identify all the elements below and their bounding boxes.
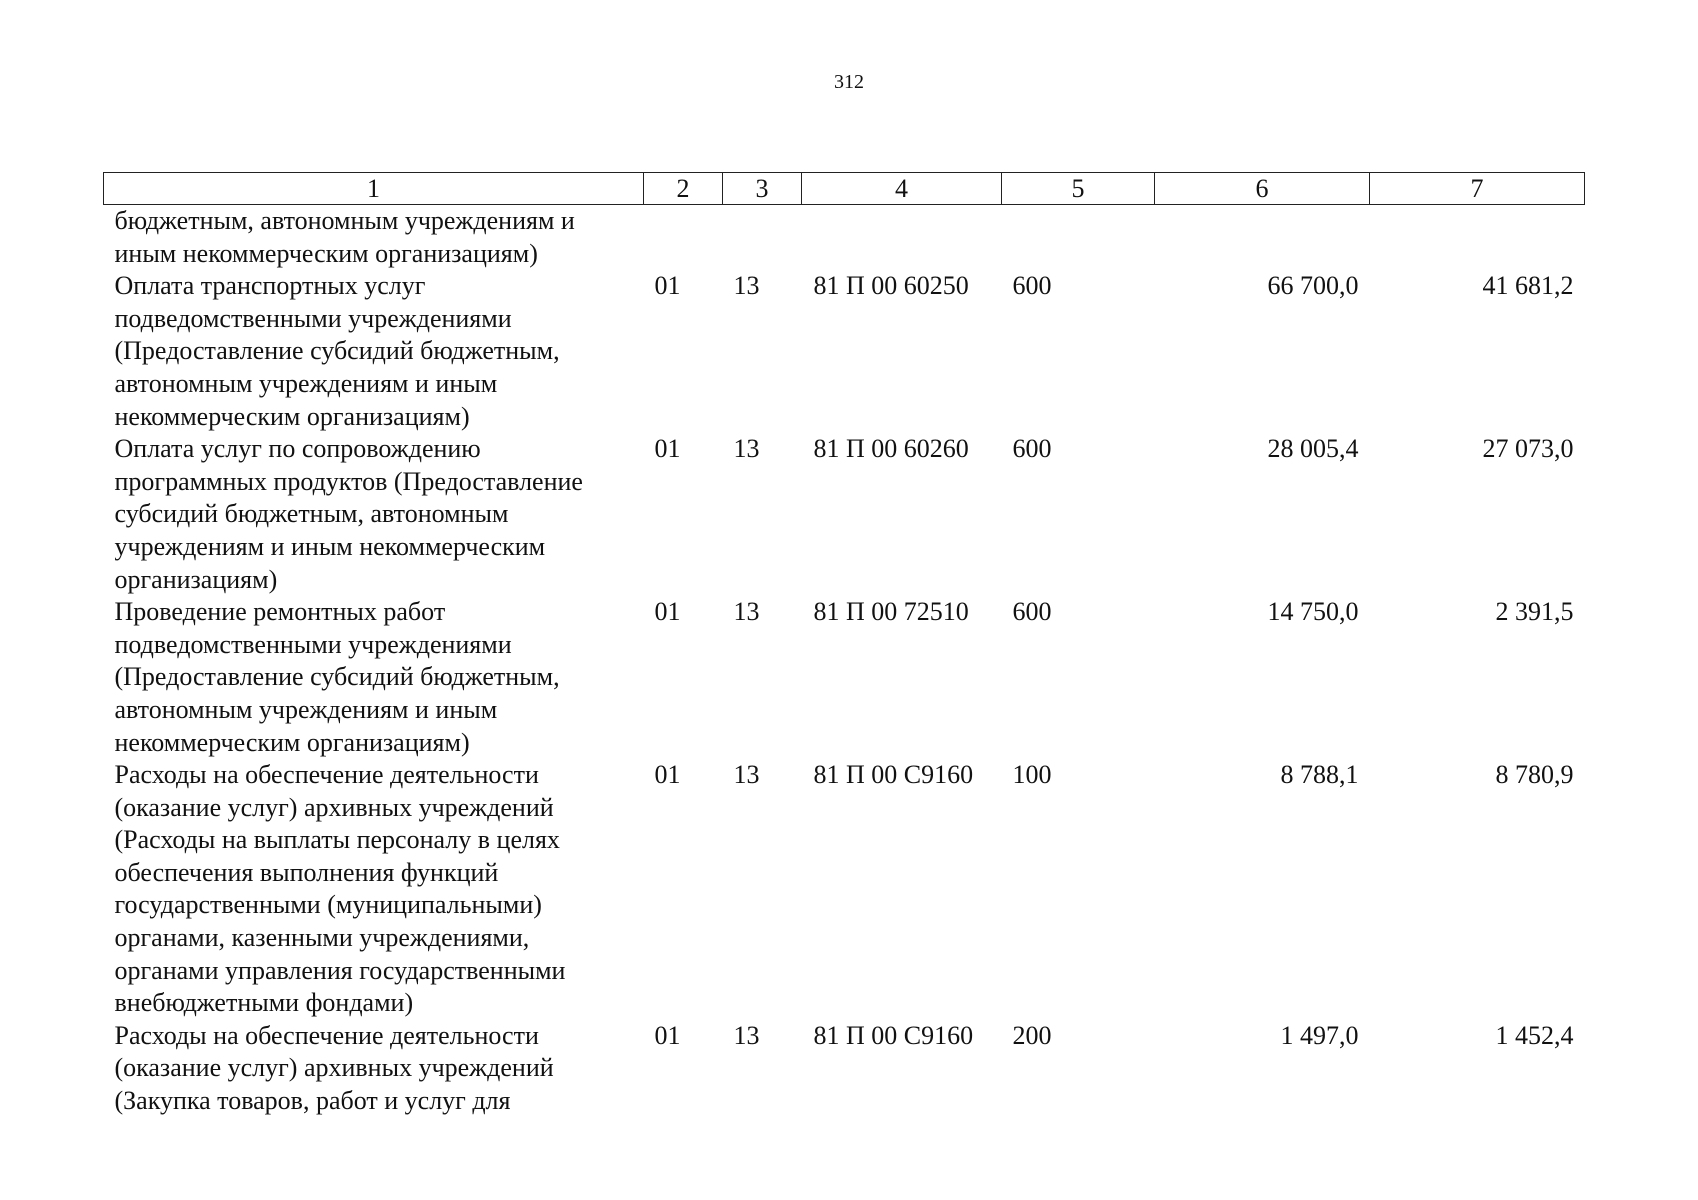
name-line: (оказание услуг) архивных учреждений <box>114 792 554 822</box>
name-line: государственными (муниципальными) <box>114 890 542 920</box>
name-line: программных продуктов (Предоставление <box>114 466 583 496</box>
row-amount-plan: 1 497,0 <box>1280 1020 1359 1050</box>
name-line: (оказание услуг) архивных учреждений <box>114 1053 554 1083</box>
row-name <box>104 1020 644 1118</box>
page-number: 312 <box>834 71 864 93</box>
name-line: Расходы на обеспечение деятельности <box>114 1020 539 1050</box>
row-target-code: 81 П 00 72510 <box>813 597 969 627</box>
header-col-6: 6 <box>1155 173 1370 205</box>
name-line: Расходы на обеспечение деятельности <box>114 760 539 790</box>
name-line: организациям) <box>114 564 278 594</box>
name-line: учреждениям и иным некоммерческим <box>114 531 546 561</box>
name-line: (Предоставление субсидий бюджетным, <box>114 336 560 366</box>
row-subsection: 13 <box>733 597 760 627</box>
name-line: подведомственными учреждениями <box>114 303 512 333</box>
row-section: 01 <box>654 597 681 627</box>
row-target-code: 81 П 00 60260 <box>813 434 969 464</box>
name-line: органами, казенными учреждениями, <box>114 923 530 953</box>
name-line: автономным учреждениям и иным <box>114 694 498 724</box>
table-row <box>104 270 1585 433</box>
name-line: подведомственными учреждениями <box>114 629 512 659</box>
row-target-code: 81 П 00 С9160 <box>813 760 974 790</box>
table-row <box>104 596 1585 759</box>
name-line: (Закупка товаров, работ и услуг для <box>114 1086 511 1116</box>
row-subsection: 13 <box>733 271 760 301</box>
row-amount-plan: 14 750,0 <box>1267 597 1359 627</box>
row-amount-actual: 1 452,4 <box>1495 1020 1574 1050</box>
name-line: бюджетным, автономным учреждениям и <box>114 206 575 235</box>
name-line: Оплата транспортных услуг <box>114 271 426 301</box>
name-line: некоммерческим организациям) <box>114 727 470 757</box>
row-amount-plan: 8 788,1 <box>1280 760 1359 790</box>
row-name <box>104 596 644 759</box>
table-row <box>104 433 1585 596</box>
header-col-1: 1 <box>104 173 644 205</box>
row-name <box>104 433 644 596</box>
name-line: Оплата услуг по сопровождению <box>114 434 481 464</box>
name-line: органами управления государственными <box>114 955 566 985</box>
table-body <box>104 205 1585 1118</box>
row-amount-actual: 27 073,0 <box>1482 434 1574 464</box>
header-col-2: 2 <box>644 173 723 205</box>
name-line: внебюджетными фондами) <box>114 988 414 1018</box>
row-target-code: 81 П 00 С9160 <box>813 1020 974 1050</box>
budget-table <box>103 172 1585 1118</box>
table-row <box>104 1020 1585 1118</box>
row-section: 01 <box>654 1020 681 1050</box>
table-header <box>104 173 1585 205</box>
row-expense-type: 100 <box>1012 760 1052 790</box>
row-section: 01 <box>654 434 681 464</box>
row-subsection: 13 <box>733 760 760 790</box>
row-amount-plan: 66 700,0 <box>1267 271 1359 301</box>
name-line: субсидий бюджетным, автономным <box>114 499 509 529</box>
row-name <box>104 270 644 433</box>
row-expense-type: 200 <box>1012 1020 1052 1050</box>
row-expense-type: 600 <box>1012 271 1052 301</box>
name-line: некоммерческим организациям) <box>114 401 470 431</box>
row-name <box>104 759 644 1020</box>
continuation-text <box>104 205 644 271</box>
row-amount-actual: 41 681,2 <box>1482 271 1574 301</box>
row-section: 01 <box>654 760 681 790</box>
row-expense-type: 600 <box>1012 597 1052 627</box>
header-col-5: 5 <box>1002 173 1155 205</box>
row-section: 01 <box>654 271 681 301</box>
row-amount-plan: 28 005,4 <box>1267 434 1359 464</box>
row-target-code: 81 П 00 60250 <box>813 271 969 301</box>
header-col-3: 3 <box>723 173 802 205</box>
name-line: (Расходы на выплаты персоналу в целях <box>114 825 560 855</box>
header-row <box>104 173 1585 205</box>
row-amount-actual: 8 780,9 <box>1495 760 1574 790</box>
name-line: обеспечения выполнения функций <box>114 857 499 887</box>
row-expense-type: 600 <box>1012 434 1052 464</box>
name-line: автономным учреждениям и иным <box>114 368 498 398</box>
row-amount-actual: 2 391,5 <box>1495 597 1574 627</box>
continuation-row <box>104 205 1585 271</box>
table-row <box>104 759 1585 1020</box>
name-line: иным некоммерческим организациям) <box>114 238 538 268</box>
row-subsection: 13 <box>733 434 760 464</box>
name-line: Проведение ремонтных работ <box>114 597 446 627</box>
row-subsection: 13 <box>733 1020 760 1050</box>
name-line: (Предоставление субсидий бюджетным, <box>114 662 560 692</box>
header-col-4: 4 <box>802 173 1002 205</box>
header-col-7: 7 <box>1370 173 1585 205</box>
